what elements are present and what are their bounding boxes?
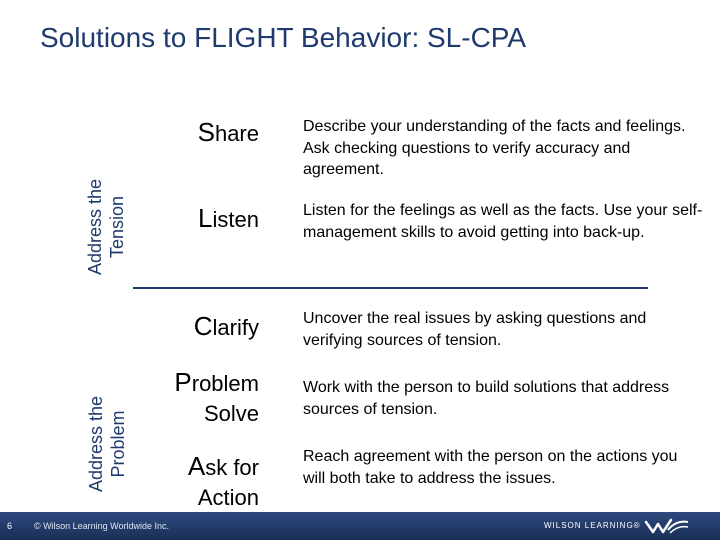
step-ask-rest: sk for — [205, 455, 259, 480]
step-problem-line2: Solve — [203, 401, 259, 426]
step-listen-rest: isten — [212, 207, 259, 232]
wilson-learning-logo-text: WILSON LEARNING® — [544, 521, 641, 530]
step-share-description: Describe your understanding of the facts and feelings. Ask checking questions to verify accuracy and agreement. — [303, 118, 686, 178]
section-label-problem — [85, 351, 131, 537]
step-share-rest: hare — [214, 121, 259, 146]
section-label-problem-line2: Problem — [108, 410, 128, 478]
section-label-tension — [84, 142, 130, 312]
step-share-initial: S — [197, 117, 215, 147]
step-clarify-rest: larify — [212, 315, 259, 340]
step-listen — [198, 203, 259, 235]
step-ask-for-action — [188, 451, 259, 513]
section-label-problem-line1: Address the — [86, 395, 106, 493]
step-problem-rest: roblem — [191, 371, 259, 396]
step-ask-initial: A — [187, 451, 206, 481]
step-problem-solve — [174, 367, 259, 429]
step-clarify-description: Uncover the real issues by asking questions and verifying sources of tension. — [303, 310, 647, 349]
step-listen-initial: L — [198, 203, 213, 233]
step-problem-initial: P — [174, 367, 192, 397]
copyright-text: © Wilson Learning Worldwide Inc. — [34, 521, 170, 531]
step-share — [198, 117, 259, 149]
step-listen-description: Listen for the feelings as well as the facts. Use your self-management skills to avoid getting into back-up. — [303, 202, 703, 241]
step-clarify — [194, 311, 259, 343]
section-label-tension-line2: Tension — [107, 195, 127, 259]
section-divider — [133, 287, 648, 289]
step-ask-description: Reach agreement with the person on the actions you will both take to address the issues. — [303, 448, 678, 487]
step-ask-line2: Action — [197, 485, 259, 510]
slide-title: Solutions to FLIGHT Behavior: SL-CPA — [40, 22, 527, 53]
step-clarify-initial: C — [193, 311, 213, 341]
wilson-learning-logo-icon — [644, 516, 690, 536]
step-problem-description: Work with the person to build solutions that address sources of tension. — [303, 379, 670, 418]
page-number: 6 — [7, 521, 13, 531]
section-label-tension-line1: Address the — [85, 178, 105, 276]
